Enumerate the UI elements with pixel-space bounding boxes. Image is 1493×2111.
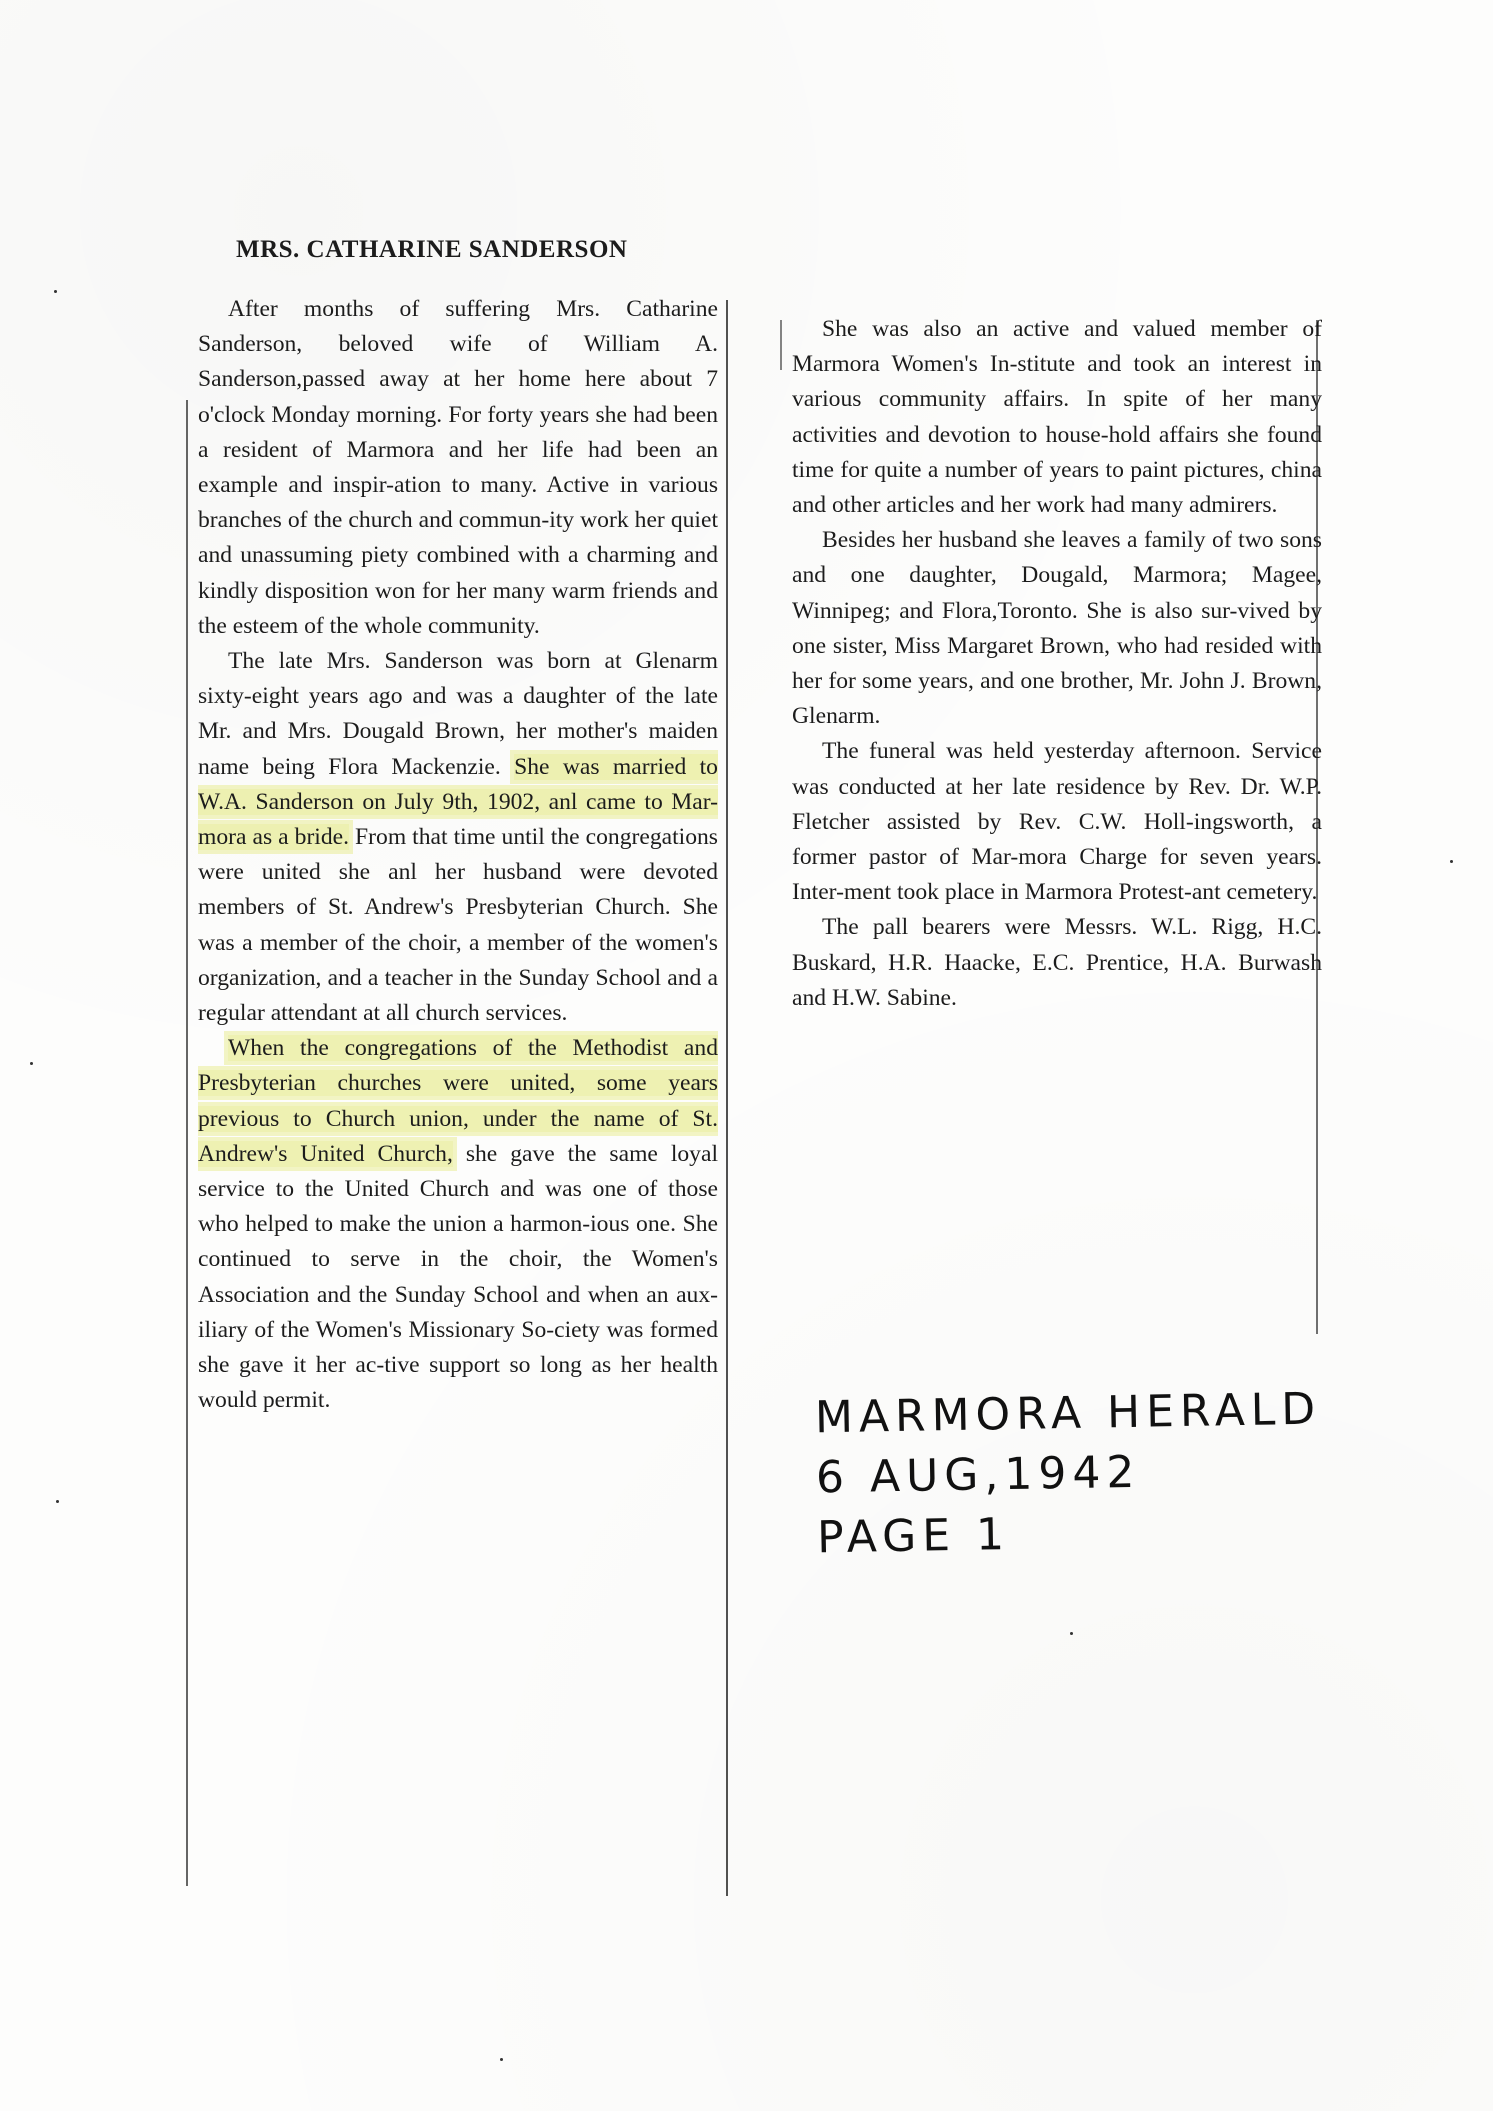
scan-speck [56,1500,59,1503]
article-paragraph: Besides her husband she leaves a family of two sons and one daughter, Dougald, Marmora; Magee, Winnipeg; and Flora,Toronto. She is also sur-vived by one sister, Miss Margaret Brown, who had resided with her for some years, and one brother, Mr. John J. Brown, Glenarm. [792,527,1322,730]
scan-speck [1070,1632,1073,1635]
article-column-right [792,312,1322,1016]
article-paragraph [198,644,718,1031]
scan-speck [30,1062,33,1065]
paragraph-text: From that time until the congregations were united she anl her husband were devoted members of St. Andrew's Presbyterian Church. She was a member of the choir, a member of the women's organization, and a teacher in the Sunday School and a regular attendant at all church services. [198,824,718,1027]
column-rule-left [186,400,188,1886]
handwritten-source-note [814,1380,1323,1569]
handwritten-line-page: PAGE 1 [816,1509,1011,1564]
article-paragraph: She was also an active and valued member of Marmora Women's In-stitute and took an interest in various community affairs. In spite of her many activities and devotion to house-hold affairs she found time for quite a number of years to paint pictures, china and other articles and her work had many admirers. [792,316,1322,519]
column-rule-center [726,300,728,1896]
article-paragraph: The funeral was held yesterday afternoon. Service was conducted at her late residence by Rev. Dr. W.P. Fletcher assisted by Rev. C.W. Holl-ingsworth, a former pastor of Mar-mora Charge for seven years. Inter-ment took place in Marmora Protest-ant cemetery. [792,738,1322,906]
column-rule-right-top [780,320,782,370]
article-paragraph: The pall bearers were Messrs. W.L. Rigg, H.C. Buskard, H.R. Haacke, E.C. Prentice, H.A. Burwash and H.W. Sabine. [792,914,1322,1011]
scan-speck [500,2058,503,2061]
scan-speck [1450,860,1453,863]
article-headline: MRS. CATHARINE SANDERSON [236,236,628,263]
handwritten-line-publication: MARMORA HERALD [814,1383,1322,1444]
handwritten-line-date: 6 AUG,1942 [815,1446,1141,1504]
highlighted-text: When the congregations of the Methodist and Presbyterian churches were united, some years previous to Church union, under the name of St. Andrew's United Church, [198,1035,718,1167]
article-column-left [198,292,718,1419]
scan-speck [54,290,57,293]
highlighted-text: She was married to W.A. Sanderson on July 9th, 1902, anl came to Mar-mora as a bride. [198,753,718,851]
paragraph-text: she gave the same loyal service to the United Church and was one of those who helped to make the union a harmon-ious one. She continued to serve in the choir, the Women's Association and the Sunday School and when an aux-iliary of the Women's Missionary So-ciety was formed she gave it her ac-tive support so long as her health would permit. [198,1140,718,1414]
paragraph-text: The late Mrs. Sanderson was born at Glenarm sixty-eight years ago and was a daughter of the late Mr. and Mrs. Dougald Brown, her mother's maiden name being Flora Mackenzie. [198,648,718,780]
article-paragraph [198,1031,718,1418]
article-paragraph: After months of suffering Mrs. Catharine Sanderson, beloved wife of William A. Sanderson,passed away at her home here about 7 o'clock Monday morning. For forty years she had been a resident of Marmora and her life had been an example and inspir-ation to many. Active in various branches of the church and commun-ity work her quiet and unassuming piety combined with a charming and kindly disposition won for her many warm friends and the esteem of the whole community. [198,296,718,639]
